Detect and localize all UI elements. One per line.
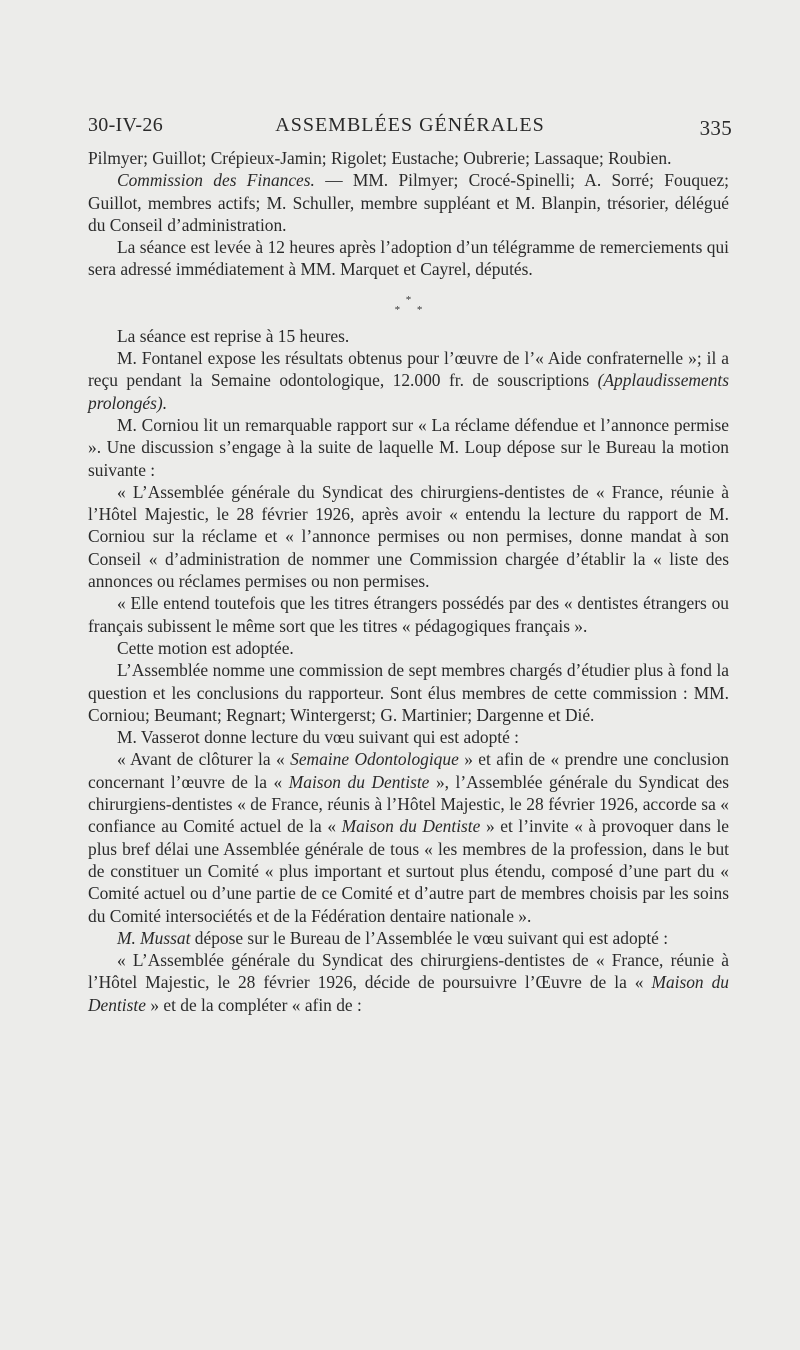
text-run: M. Vasserot donne lecture du vœu suivant qui est adopté : bbox=[117, 727, 520, 748]
text-run: Cette motion est adoptée. bbox=[117, 637, 294, 658]
paragraph bbox=[88, 325, 729, 347]
paragraph bbox=[88, 147, 729, 169]
paragraph bbox=[88, 414, 729, 481]
text-run: » et l’invite « à provoquer dans le plus bref délai une Assemblée générale de tous « les membres de la profession, dans le but de constituer un Comité « plus important et surtout plus étendu, composé d’une part du « Comité actuel ou d’une partie de ce Comité et d’autre part de membres choisis par les soins du Comité intersociétés et de la Fédération dentaire nationale ». bbox=[88, 816, 729, 926]
paragraph bbox=[88, 659, 729, 726]
text-run: M. Corniou lit un remarquable rapport sur « La réclame défendue et l’annonce permise ». Une discussion s’engage à la suite de laquelle M. Loup dépose sur le Bureau la motion suivante : bbox=[88, 414, 729, 480]
paragraph bbox=[88, 236, 729, 281]
text-run: « L’Assemblée générale du Syndicat des chirurgiens-dentistes de « France, réunie à l’Hôtel Majestic, le 28 février 1926, décide de poursuivre l’Œuvre de la « bbox=[88, 950, 729, 993]
paragraph bbox=[88, 748, 729, 926]
text-run: « L’Assemblée générale du Syndicat des chirurgiens-dentistes de « France, réunie à l’Hôtel Majestic, le 28 février 1926, après avoir « entendu la lecture du rapport de M. Corniou sur la réclame et « l’annonce permises ou non permises, donne mandat à son Conseil « d’administration de nommer une Commission chargée d’établir la « liste des annonces ou réclames permises ou non permises. bbox=[88, 481, 729, 592]
text-run: Pilmyer; Guillot; Crépieux-Jamin; Rigolet; Eustache; Oubrerie; Lassaque; Roubien. bbox=[88, 148, 672, 168]
paragraph bbox=[88, 726, 729, 748]
text-run: M. Fontanel expose les résultats obtenus pour l’œuvre de l’« Aide confraternelle »; il a reçu pendant la Semaine odontologique, 12.000 fr. de souscriptions bbox=[88, 348, 729, 391]
separator-star-top: * bbox=[405, 293, 412, 306]
text-run: », l’Assemblée générale du Syndicat des chirurgiens-dentistes « de France, réunis à l’Hôtel Majestic, le 28 février 1926, accorde sa « confiance au Comité actuel de la « bbox=[88, 771, 729, 837]
paragraph bbox=[88, 637, 729, 659]
running-title: ASSEMBLÉES GÉNÉRALES bbox=[275, 114, 545, 136]
italic-text: Semaine Odontologique bbox=[290, 749, 459, 770]
text-run: La séance est levée à 12 heures après l’adoption d’un télégramme de remerciements qui sera adressé immédiatement à MM. Marquet et Cayrel, députés. bbox=[88, 237, 729, 280]
text-run: L’Assemblée nomme une commission de sept membres chargés d’étudier plus à fond la question et les conclusions du rapporteur. Sont élus membres de cette commission : MM. Corniou; Beumant; Regnart; Wintergerst; G. Martinier; Dargenne et Dié. bbox=[88, 660, 729, 725]
paragraph bbox=[88, 347, 729, 414]
italic-text: Maison du Dentiste bbox=[341, 816, 481, 837]
text-run: « Elle entend toutefois que les titres étrangers possédés par des « dentistes étrangers ou français subissent le même sort que les titres « pédagogiques français ». bbox=[88, 593, 729, 636]
italic-text: Commission des Finances. bbox=[117, 170, 315, 191]
paragraph bbox=[88, 169, 729, 236]
text-run: « Avant de clôturer la « bbox=[117, 749, 291, 770]
italic-text: Maison du Dentiste bbox=[88, 972, 729, 1015]
text-run: » et afin de « prendre une conclusion concernant l’œuvre de la « bbox=[88, 749, 730, 792]
text-run: La séance est reprise à 15 heures. bbox=[117, 325, 350, 346]
page-number: 335 bbox=[699, 116, 732, 140]
paragraph bbox=[88, 592, 729, 637]
separator-star-bottom: * * bbox=[394, 303, 430, 316]
paragraph bbox=[88, 949, 729, 1016]
italic-text: (Applaudissements prolongés). bbox=[88, 370, 729, 413]
text-run: dépose sur le Bureau de l’Assemblée le vœu suivant qui est adopté : bbox=[190, 927, 669, 948]
text-run: — MM. Pilmyer; Crocé-Spinelli; A. Sorré; Fouquez; Guillot, membres actifs; M. Schuller, membre suppléant et M. Blanpin, trésorier, délégué du Conseil d’administration. bbox=[88, 170, 729, 235]
paragraph bbox=[88, 481, 729, 592]
italic-text: M. Mussat bbox=[117, 927, 191, 948]
text-run: » et de la compléter « afin de : bbox=[145, 994, 362, 1015]
italic-text: Maison du Dentiste bbox=[288, 771, 430, 792]
section-separator bbox=[88, 295, 729, 315]
header-date: 30-IV-26 bbox=[88, 114, 163, 136]
page-header bbox=[88, 108, 732, 144]
paragraph bbox=[88, 927, 729, 949]
body-text bbox=[88, 147, 729, 1016]
